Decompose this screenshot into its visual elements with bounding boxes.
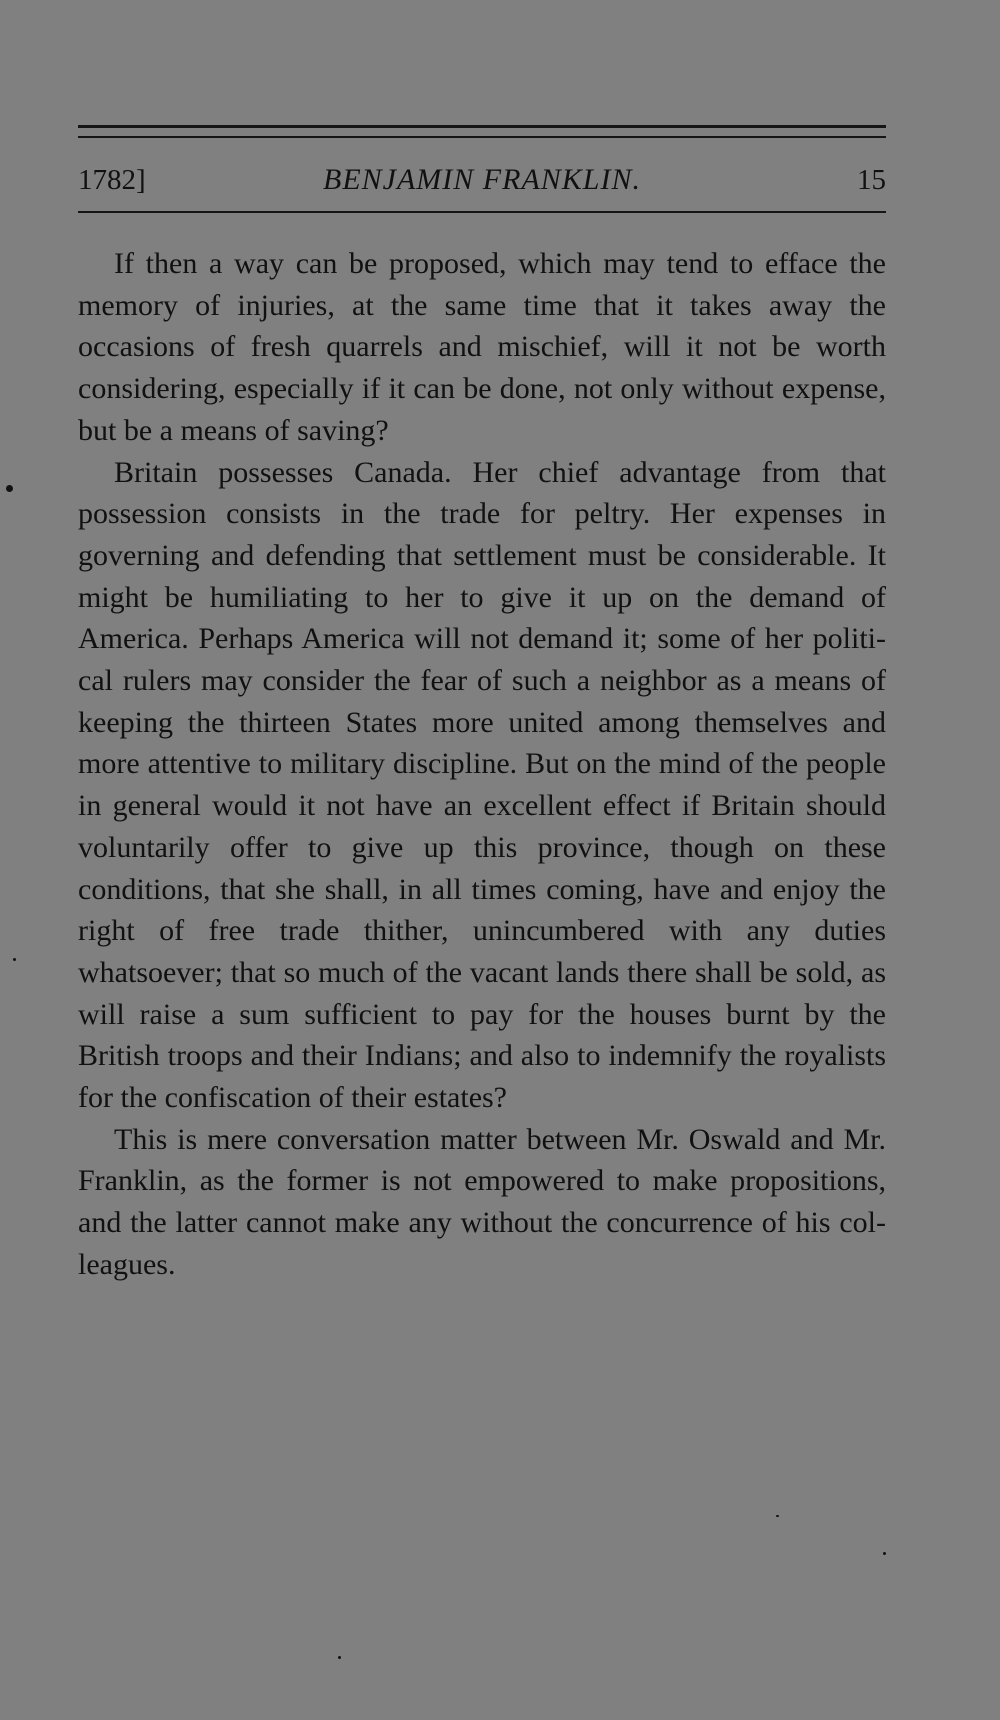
scan-speck <box>338 1656 341 1659</box>
scan-speck <box>883 1552 886 1555</box>
paragraph: Britain possesses Canada. Her chief advantage from that possession consists in the trade for peltry. Her expenses in governing and defending that settlement must be considerable. It might be humiliating to her to give it up on the demand of America. Perhaps America will not demand it; some of her political rulers may consider the fear of such a neighbor as a means of keeping the thirteen States more united among themselves and more attentive to military discipline. But on the mind of the people in general would it not have an excellent effect if Britain should voluntarily offer to give up this province, though on these conditions, that she shall, in all times coming, have and enjoy the right of free trade thither, unincumbered with any duties whatsoever; that so much of the vacant lands there shall be sold, as will raise a sum sufficient to pay for the houses burnt by the British troops and their Indians; and also to indemnify the royalists for the confiscation of their estates? <box>78 455 886 1115</box>
page-number: 15 <box>857 164 886 196</box>
top-rule-thin <box>78 136 886 138</box>
scan-speck <box>776 1515 779 1517</box>
paragraph: This is mere conversation matter between Mr. Oswald and Mr. Franklin, as the former is not empowered to make propositions, and the latter cannot make any without the concurrence of his colleagues. <box>78 1122 886 1281</box>
running-head <box>78 160 886 200</box>
running-head-year: 1782] <box>78 164 146 196</box>
scan-speck <box>13 958 16 961</box>
running-head-title: BENJAMIN FRANKLIN. <box>323 163 641 196</box>
top-rule <box>78 125 886 128</box>
header-rule <box>78 211 886 213</box>
body-text <box>78 243 886 1286</box>
paragraph: If then a way can be proposed, which may tend to efface the memory of injuries, at the same time that it takes away the occasions of fresh quarrels and mischief, will it not be worth considering, especially if it can be done, not only without expense, but be a means of saving? <box>78 247 886 447</box>
scan-speck <box>6 485 13 492</box>
